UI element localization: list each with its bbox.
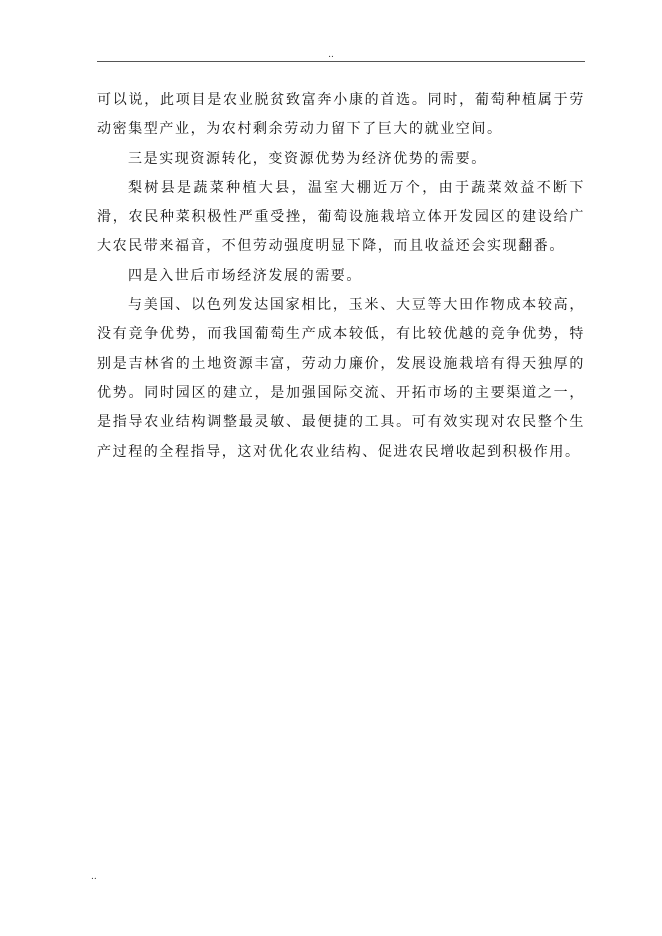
- paragraph-market-comparison: 与美国、以色列发达国家相比，玉米、大豆等大田作物成本较高，没有竞争优势，而我国葡萄生产成本较低，有比较优越的竞争优势，特别是吉林省的土地资源丰富，劳动力廉价，发展设施栽培有得天独厚的优势。同时园区的建立，是加强国际交流、开拓市场的主要渠道之一，是指导农业结构调整最灵敏、最便捷的工具。可有效实现对农民整个生产过程的全程指导，这对优化农业结构、促进农民增收起到积极作用。: [97, 297, 585, 460]
- paragraph-point-four-heading: 四是入世后市场经济发展的需要。: [128, 267, 362, 284]
- header-divider: [97, 61, 585, 62]
- paragraph-point-three-heading: 三是实现资源转化，变资源优势为经济优势的需要。: [128, 150, 487, 167]
- paragraph-continuation: 可以说，此项目是农业脱贫致富奔小康的首选。同时，葡萄种植属于劳动密集型产业，为农村剩余劳动力留下了巨大的就业空间。: [97, 92, 585, 138]
- page-footer-mark: ..: [91, 872, 97, 882]
- paragraph-lishu-county: 梨树县是蔬菜种植大县，温室大棚近万个，由于蔬菜效益不断下滑，农民种菜积极性严重受挫，葡萄设施栽培立体开发园区的建设给广大农民带来福音，不但劳动强度明显下降，而且收益还会实现翻番。: [97, 179, 585, 255]
- document-body: [97, 86, 585, 467]
- page-header-mark: ..: [328, 50, 334, 60]
